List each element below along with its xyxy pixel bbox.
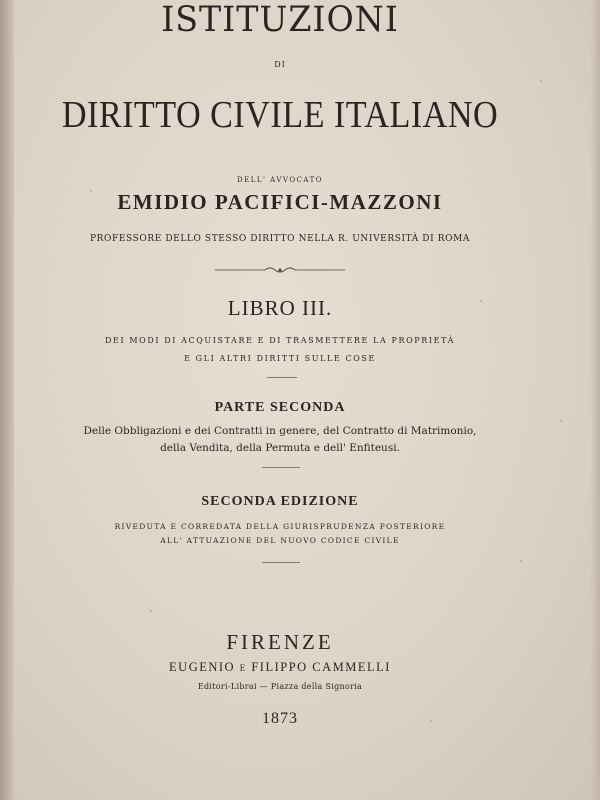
page-edge — [590, 0, 600, 800]
edition-label: SECONDA EDIZIONE — [201, 494, 359, 509]
imprint-city: FIRENZE — [226, 630, 334, 654]
publisher-note: Editori-Librai — Piazza della Signoria — [197, 682, 363, 691]
publisher-part2: FILIPPO CAMMELLI — [251, 660, 391, 674]
divider-rule — [267, 377, 297, 378]
book-subtitle-line2: E GLI ALTRI DIRITTI SULLE COSE — [184, 354, 376, 363]
foxing-speck — [520, 560, 522, 562]
author-position: PROFESSORE DELLO STESSO DIRITTO NELLA R. UNIVERSITÀ DI ROMA — [89, 234, 471, 244]
author-name: EMIDIO PACIFICI-MAZZONI — [117, 190, 443, 214]
publisher-and: E — [239, 663, 247, 673]
book-label: LIBRO III. — [227, 296, 333, 320]
edition-note-line1: RIVEDUTA E CORREDATA DELLA GIURISPRUDENZA POSTERIORE — [114, 522, 446, 531]
imprint-publisher — [0, 660, 560, 675]
publisher-part1: EUGENIO — [169, 660, 236, 674]
foxing-speck — [480, 300, 482, 302]
foxing-speck — [540, 80, 542, 82]
book-subtitle-line1: DEI MODI DI ACQUISTARE E DI TRASMETTERE LA PROPRIETÀ — [105, 336, 455, 345]
imprint-year: 1873 — [262, 710, 298, 727]
ornament-divider — [215, 266, 345, 274]
author-prefix: DELL' AVVOCATO — [236, 176, 324, 184]
foxing-speck — [560, 420, 562, 422]
part-description-line1: Delle Obbligazioni e dei Contratti in genere, del Contratto di Matrimonio, — [83, 425, 477, 437]
main-title: DIRITTO CIVILE ITALIANO — [61, 94, 499, 136]
divider-rule — [262, 467, 300, 468]
divider-rule — [262, 562, 300, 563]
connector-di: DI — [274, 60, 286, 69]
book-title: ISTITUZIONI — [161, 0, 399, 40]
foxing-speck — [150, 610, 152, 612]
foxing-speck — [430, 720, 432, 722]
edition-note-line2: ALL' ATTUAZIONE DEL NUOVO CODICE CIVILE — [160, 536, 400, 545]
foxing-speck — [90, 190, 92, 192]
part-description-line2: della Vendita, della Permuta e dell' Enfiteusi. — [160, 442, 400, 454]
part-label: PARTE SECONDA — [214, 400, 346, 415]
